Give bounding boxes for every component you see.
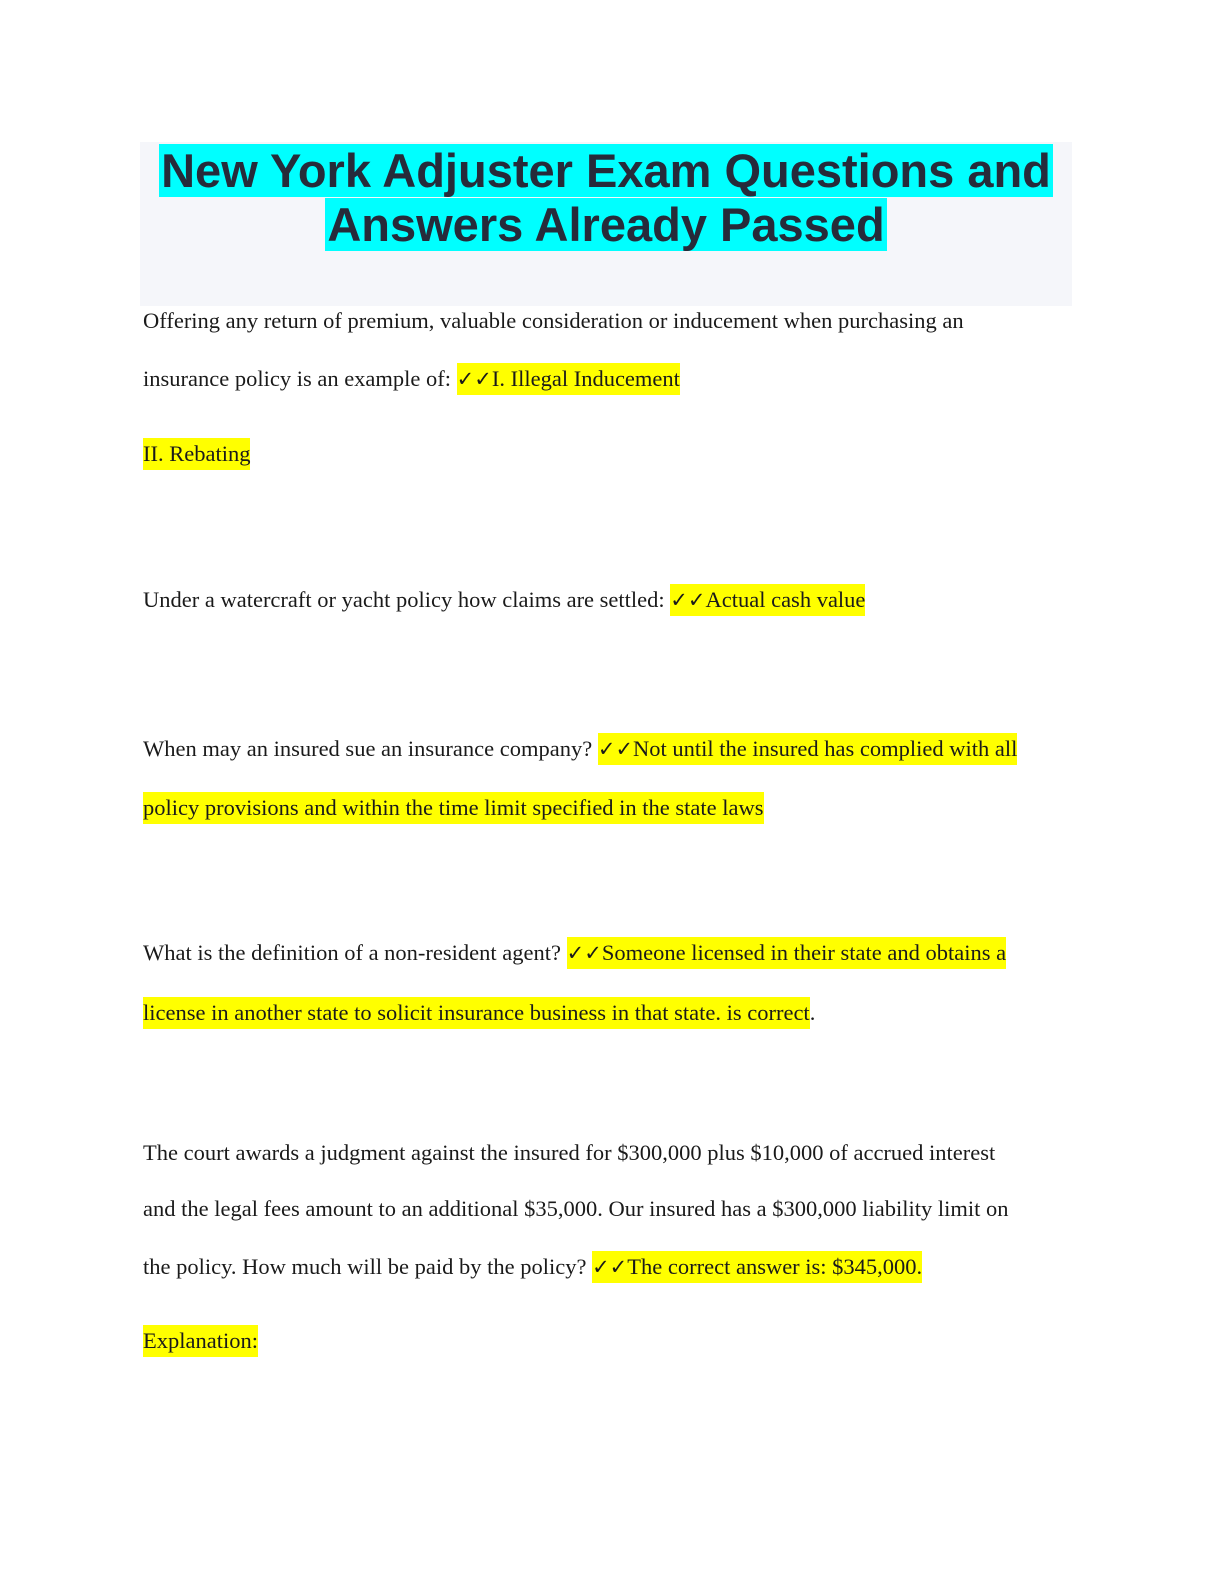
q1-line-2 <box>143 368 1083 390</box>
q5-answer: The correct answer is: $345,000. <box>627 1254 923 1279</box>
q3-answer-highlight <box>598 733 1018 765</box>
q3-question: When may an insured sue an insurance company? <box>143 736 598 761</box>
q5-explanation-label: Explanation: <box>143 1325 258 1357</box>
q4-line-2 <box>143 1002 1083 1024</box>
q3-line-2 <box>143 797 1083 819</box>
q4-answer-line-2: license in another state to solicit insurance business in that state. is correct <box>143 997 810 1029</box>
title-line-1: New York Adjuster Exam Questions and <box>161 144 1051 197</box>
q4-answer-line-1: Someone licensed in their state and obtains a <box>601 940 1007 965</box>
q3-line-1 <box>143 738 1083 760</box>
q5-explanation-line <box>143 1330 1083 1352</box>
q3-answer-line-1: Not until the insured has complied with all <box>633 736 1018 761</box>
q1-line-1: Offering any return of premium, valuable consideration or inducement when purchasing an <box>143 308 964 333</box>
q1-line-3 <box>143 443 1083 465</box>
double-check-icon: ✓✓ <box>597 737 634 761</box>
q2-question: Under a watercraft or yacht policy how claims are settled: <box>143 587 671 612</box>
q1-answer-part1: I. Illegal Inducement <box>491 366 680 391</box>
q5-line-3 <box>143 1256 1083 1278</box>
q5-line-2: and the legal fees amount to an additional $35,000. Our insured has a $300,000 liability limit on <box>143 1196 1009 1221</box>
document-title <box>140 144 1072 252</box>
q5-line-1: The court awards a judgment against the insured for $300,000 plus $10,000 of accrued interest <box>143 1140 996 1165</box>
q4-question: What is the definition of a non-resident agent? <box>143 940 567 965</box>
q4-trailing-period: . <box>809 1000 816 1025</box>
title-line-2: Answers Already Passed <box>327 198 885 251</box>
q4-line-1 <box>143 942 1083 964</box>
double-check-icon: ✓✓ <box>670 588 706 612</box>
double-check-icon: ✓✓ <box>592 1255 628 1279</box>
q2-answer-highlight <box>670 584 865 616</box>
q1-answer-highlight <box>457 363 680 395</box>
q2-line <box>143 589 1083 611</box>
q1-answer-part2: II. Rebating <box>143 438 250 470</box>
q5-question: the policy. How much will be paid by the policy? <box>143 1254 593 1279</box>
q5-answer-highlight <box>592 1251 922 1283</box>
q1-question-end: insurance policy is an example of: <box>143 366 457 391</box>
double-check-icon: ✓✓ <box>566 941 602 965</box>
q3-answer-line-2: policy provisions and within the time limit specified in the state laws <box>143 792 764 824</box>
q4-answer-highlight <box>567 937 1006 969</box>
q2-answer: Actual cash value <box>705 587 866 612</box>
double-check-icon: ✓✓ <box>456 367 492 391</box>
